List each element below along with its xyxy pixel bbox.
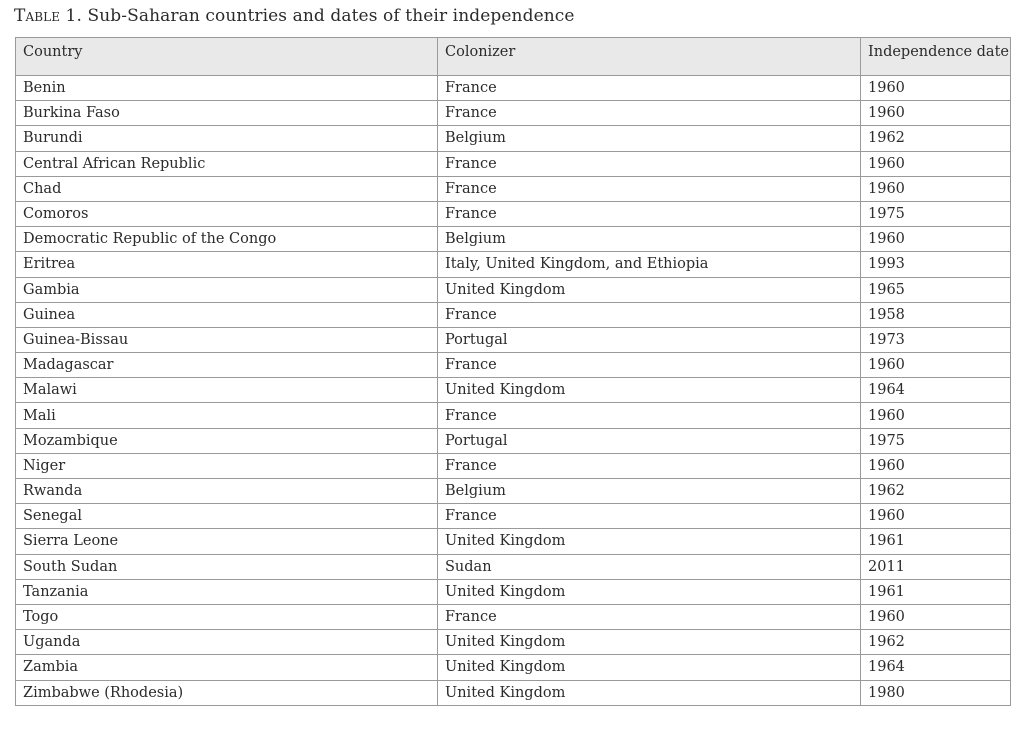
cell-country: Rwanda — [16, 479, 438, 504]
cell-colonizer: France — [438, 101, 861, 126]
table-row — [16, 378, 1011, 403]
cell-country: Togo — [16, 604, 438, 629]
table-row — [16, 227, 1011, 252]
cell-independence-date: 1960 — [861, 101, 1011, 126]
cell-independence-date: 1980 — [861, 680, 1011, 705]
column-header-colonizer: Colonizer — [438, 38, 861, 76]
cell-country: Mali — [16, 403, 438, 428]
cell-country: Sierra Leone — [16, 529, 438, 554]
cell-colonizer: France — [438, 151, 861, 176]
table-row — [16, 604, 1011, 629]
cell-independence-date: 1960 — [861, 176, 1011, 201]
table-row — [16, 277, 1011, 302]
cell-colonizer: France — [438, 201, 861, 226]
cell-independence-date: 1975 — [861, 428, 1011, 453]
table-row — [16, 579, 1011, 604]
cell-independence-date: 1960 — [861, 504, 1011, 529]
cell-independence-date: 1965 — [861, 277, 1011, 302]
cell-country: Guinea-Bissau — [16, 327, 438, 352]
cell-country: Central African Republic — [16, 151, 438, 176]
cell-independence-date: 1975 — [861, 201, 1011, 226]
cell-country: Eritrea — [16, 252, 438, 277]
table-caption-number: Table 1. — [14, 6, 82, 26]
cell-colonizer: France — [438, 302, 861, 327]
cell-country: Zimbabwe (Rhodesia) — [16, 680, 438, 705]
cell-colonizer: United Kingdom — [438, 579, 861, 604]
cell-colonizer: United Kingdom — [438, 680, 861, 705]
table-row — [16, 680, 1011, 705]
table-row — [16, 302, 1011, 327]
table-row — [16, 327, 1011, 352]
table-row — [16, 630, 1011, 655]
cell-country: South Sudan — [16, 554, 438, 579]
cell-independence-date: 1961 — [861, 579, 1011, 604]
table-row — [16, 554, 1011, 579]
table-header — [16, 38, 1011, 76]
cell-country: Niger — [16, 453, 438, 478]
table-caption-text: Sub-Saharan countries and dates of their independence — [81, 6, 575, 26]
header-row — [16, 38, 1011, 76]
cell-independence-date: 1960 — [861, 151, 1011, 176]
cell-country: Chad — [16, 176, 438, 201]
cell-independence-date: 1964 — [861, 378, 1011, 403]
independence-table — [15, 37, 1011, 706]
cell-independence-date: 1962 — [861, 630, 1011, 655]
cell-country: Burundi — [16, 126, 438, 151]
cell-independence-date: 1960 — [861, 76, 1011, 101]
cell-colonizer: France — [438, 403, 861, 428]
cell-colonizer: France — [438, 504, 861, 529]
cell-country: Democratic Republic of the Congo — [16, 227, 438, 252]
cell-independence-date: 2011 — [861, 554, 1011, 579]
column-header-independence-date: Independence date — [861, 38, 1011, 76]
cell-colonizer: France — [438, 353, 861, 378]
table-row — [16, 76, 1011, 101]
table-row — [16, 353, 1011, 378]
cell-independence-date: 1964 — [861, 655, 1011, 680]
cell-country: Zambia — [16, 655, 438, 680]
cell-independence-date: 1962 — [861, 126, 1011, 151]
cell-independence-date: 1960 — [861, 403, 1011, 428]
cell-colonizer: Belgium — [438, 227, 861, 252]
cell-independence-date: 1961 — [861, 529, 1011, 554]
cell-colonizer: United Kingdom — [438, 529, 861, 554]
cell-country: Burkina Faso — [16, 101, 438, 126]
table-caption — [14, 4, 575, 28]
cell-independence-date: 1973 — [861, 327, 1011, 352]
cell-colonizer: Sudan — [438, 554, 861, 579]
cell-colonizer: United Kingdom — [438, 630, 861, 655]
cell-colonizer: United Kingdom — [438, 655, 861, 680]
cell-independence-date: 1960 — [861, 227, 1011, 252]
cell-colonizer: Belgium — [438, 126, 861, 151]
cell-country: Mozambique — [16, 428, 438, 453]
cell-colonizer: Portugal — [438, 428, 861, 453]
cell-country: Tanzania — [16, 579, 438, 604]
table-body — [16, 76, 1011, 706]
cell-country: Madagascar — [16, 353, 438, 378]
table-row — [16, 151, 1011, 176]
cell-independence-date: 1960 — [861, 453, 1011, 478]
cell-country: Uganda — [16, 630, 438, 655]
table-row — [16, 479, 1011, 504]
table-row — [16, 428, 1011, 453]
cell-country: Malawi — [16, 378, 438, 403]
cell-colonizer: United Kingdom — [438, 378, 861, 403]
table-row — [16, 403, 1011, 428]
cell-country: Comoros — [16, 201, 438, 226]
cell-independence-date: 1960 — [861, 604, 1011, 629]
cell-colonizer: France — [438, 453, 861, 478]
table-row — [16, 201, 1011, 226]
cell-colonizer: Portugal — [438, 327, 861, 352]
table-row — [16, 126, 1011, 151]
table-row — [16, 529, 1011, 554]
cell-colonizer: Belgium — [438, 479, 861, 504]
table-row — [16, 453, 1011, 478]
table-row — [16, 101, 1011, 126]
cell-country: Benin — [16, 76, 438, 101]
cell-independence-date: 1958 — [861, 302, 1011, 327]
cell-colonizer: United Kingdom — [438, 277, 861, 302]
cell-country: Senegal — [16, 504, 438, 529]
table-row — [16, 176, 1011, 201]
column-header-country: Country — [16, 38, 438, 76]
table-row — [16, 655, 1011, 680]
cell-colonizer: France — [438, 604, 861, 629]
cell-colonizer: France — [438, 176, 861, 201]
table-row — [16, 504, 1011, 529]
cell-country: Gambia — [16, 277, 438, 302]
table-row — [16, 252, 1011, 277]
cell-country: Guinea — [16, 302, 438, 327]
cell-independence-date: 1993 — [861, 252, 1011, 277]
cell-independence-date: 1960 — [861, 353, 1011, 378]
cell-independence-date: 1962 — [861, 479, 1011, 504]
cell-colonizer: France — [438, 76, 861, 101]
cell-colonizer: Italy, United Kingdom, and Ethiopia — [438, 252, 861, 277]
